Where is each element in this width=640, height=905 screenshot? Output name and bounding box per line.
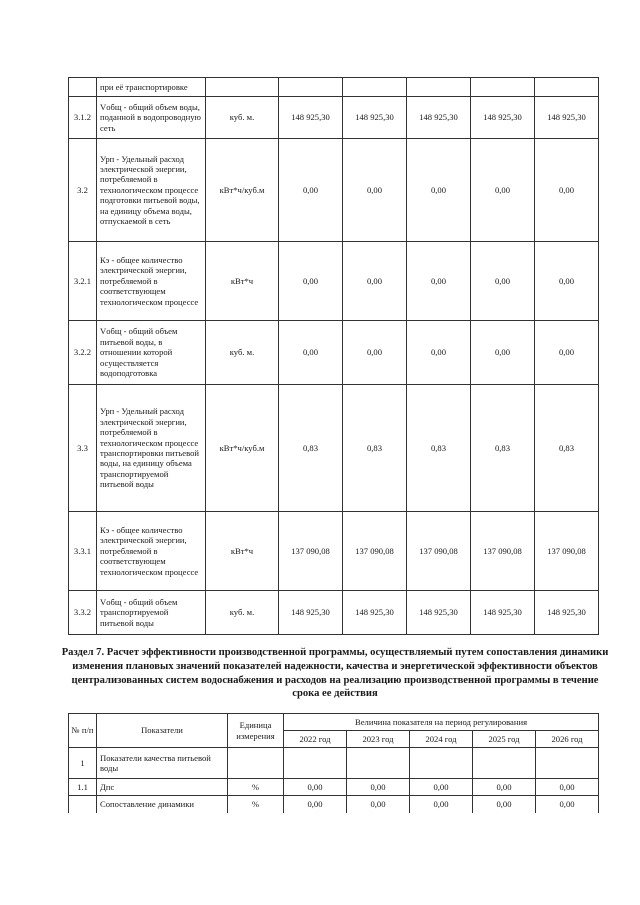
value-2026: 0,00 [535,321,599,385]
value-2026: 148 925,30 [535,591,599,635]
value-2025: 0,00 [473,796,536,813]
table-row [69,242,599,321]
row-number: 3.2.2 [69,321,97,385]
table-row [69,97,599,139]
row-unit: % [228,796,284,813]
row-description: Vобщ - общий объем воды, поданной в водопроводную сеть [97,97,206,139]
row-unit: куб. м. [206,321,279,385]
row-unit: куб. м. [206,591,279,635]
value-2025: 148 925,30 [471,591,535,635]
row-indicator: Дпс [97,779,228,796]
value-2025: 0,00 [471,242,535,321]
value-2022: 0,00 [279,242,343,321]
header-period: Величина показателя на период регулирования [284,714,599,731]
value-2023: 0,00 [343,321,407,385]
value-2026 [536,748,599,779]
row-description: Урп - Удельный расход электрической энергии, потребляемой в технологическом процессе подготовки питьевой воды, на единицу объема воды, отпускаемой в сеть [97,139,206,242]
value-2025 [471,78,535,97]
value-2022: 148 925,30 [279,97,343,139]
row-number: 3.1.2 [69,97,97,139]
value-2023: 0,00 [343,139,407,242]
value-2024 [410,748,473,779]
row-description: Vобщ - общий объем питьевой воды, в отношении которой осуществляется водоподготовка [97,321,206,385]
value-2025: 0,00 [471,321,535,385]
value-2023 [347,748,410,779]
value-2026: 0,83 [535,385,599,512]
value-2023: 148 925,30 [343,591,407,635]
value-2024: 148 925,30 [407,97,471,139]
value-2022: 0,00 [284,796,347,813]
efficiency-table [68,713,599,813]
value-2024: 148 925,30 [407,591,471,635]
table-row [69,779,599,796]
header-row [69,714,599,731]
value-2026: 148 925,30 [535,97,599,139]
value-2026: 0,00 [535,242,599,321]
value-2023 [343,78,407,97]
row-unit: куб. м. [206,97,279,139]
value-2022: 148 925,30 [279,591,343,635]
table-row [69,512,599,591]
row-description: Vобщ - общий объем транспортируемой питьевой воды [97,591,206,635]
row-description: Кэ - общее количество электрической энергии, потребляемой в соответствующем технологическом процессе [97,512,206,591]
row-number [69,796,97,813]
value-2024: 0,00 [410,779,473,796]
value-2023: 0,00 [347,796,410,813]
table-row [69,78,599,97]
row-number: 3.2 [69,139,97,242]
value-2023: 0,00 [347,779,410,796]
row-description: Кэ - общее количество электрической энергии, потребляемой в соответствующем технологическом процессе [97,242,206,321]
row-unit: % [228,779,284,796]
value-2025: 0,83 [471,385,535,512]
value-2022: 0,83 [279,385,343,512]
row-number: 3.3 [69,385,97,512]
row-number: 1.1 [69,779,97,796]
row-unit: кВт*ч [206,512,279,591]
value-2024: 0,00 [407,321,471,385]
header-year: 2024 год [410,731,473,748]
header-indicator: Показатели [97,714,228,748]
header-unit: Единица измерения [228,714,284,748]
value-2024: 137 090,08 [407,512,471,591]
value-2022: 0,00 [279,321,343,385]
value-2022 [279,78,343,97]
value-2022: 0,00 [284,779,347,796]
row-indicator: Показатели качества питьевой воды [97,748,228,779]
header-year: 2026 год [536,731,599,748]
value-2024: 0,00 [407,242,471,321]
section-heading: Раздел 7. Расчет эффективности производственной программы, осуществляемый путем сопоставления динамики изменения плановых значений показателей надежности, качества и энергетической эффективности объектов централизованных систем водоснабжения и расходов на реализацию производственной программы в течение срока ее действия [61,647,609,700]
value-2026: 0,00 [536,796,599,813]
table-row [69,591,599,635]
value-2024: 0,83 [407,385,471,512]
table-row [69,139,599,242]
value-2025: 0,00 [473,779,536,796]
header-year: 2025 год [473,731,536,748]
row-number: 1 [69,748,97,779]
value-2024: 0,00 [407,139,471,242]
header-year: 2022 год [284,731,347,748]
value-2025: 137 090,08 [471,512,535,591]
row-indicator: Сопоставление динамики [97,796,228,813]
row-unit: кВт*ч/куб.м [206,385,279,512]
value-2025 [473,748,536,779]
row-description: Урп - Удельный расход электрической энергии, потребляемой в технологическом процессе транспортировки питьевой воды, на единицу объема транспортируемой питьевой воды [97,385,206,512]
value-2025: 0,00 [471,139,535,242]
row-description: при её транспортировке [97,78,206,97]
value-2022: 137 090,08 [279,512,343,591]
row-number [69,78,97,97]
row-number: 3.3.1 [69,512,97,591]
value-2024 [407,78,471,97]
value-2023: 0,83 [343,385,407,512]
header-year: 2023 год [347,731,410,748]
value-2022 [284,748,347,779]
value-2023: 148 925,30 [343,97,407,139]
indicators-table [68,77,599,635]
table-row [69,385,599,512]
table-row [69,321,599,385]
value-2026: 0,00 [535,139,599,242]
row-number: 3.3.2 [69,591,97,635]
value-2026 [535,78,599,97]
row-unit: кВт*ч/куб.м [206,139,279,242]
value-2023: 137 090,08 [343,512,407,591]
header-num: № п/п [69,714,97,748]
row-unit [228,748,284,779]
table-row [69,748,599,779]
table-row [69,796,599,813]
value-2026: 0,00 [536,779,599,796]
row-unit [206,78,279,97]
row-unit: кВт*ч [206,242,279,321]
row-number: 3.2.1 [69,242,97,321]
value-2025: 148 925,30 [471,97,535,139]
value-2026: 137 090,08 [535,512,599,591]
value-2024: 0,00 [410,796,473,813]
value-2023: 0,00 [343,242,407,321]
value-2022: 0,00 [279,139,343,242]
